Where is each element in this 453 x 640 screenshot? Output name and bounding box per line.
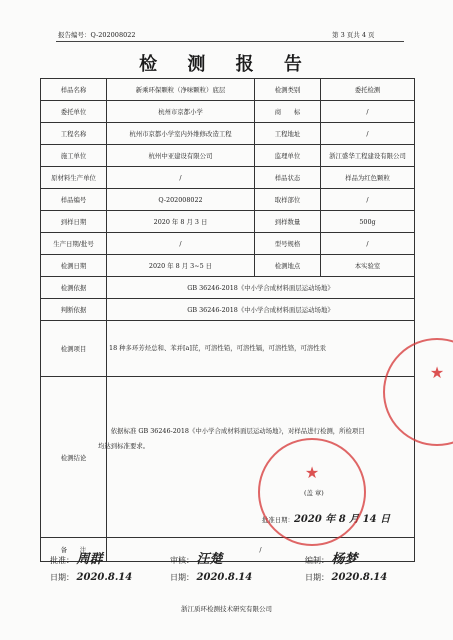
field-label: 原材料生产单位 [41, 167, 107, 189]
field-value: 杭州市京都小学室内外维修改造工程 [107, 123, 255, 145]
table-row [41, 189, 415, 211]
field-label: 检测结论 [41, 377, 107, 538]
field-value: / [107, 538, 415, 562]
date-label: 日期： [50, 573, 74, 582]
field-value: 18 种多环芳烃总和、苯并[a]芘，可溶性铅，可溶性镉，可溶性铬，可溶性汞 [107, 321, 415, 377]
seal-label: (盖 章) [304, 489, 324, 497]
field-label: 检测项目 [41, 321, 107, 377]
field-label: 委托单位 [41, 101, 107, 123]
field-value: 杭州中亚建设有限公司 [107, 145, 255, 167]
approval-date-label: 批准日期： [262, 516, 294, 524]
signature-label: 审核： [170, 556, 194, 565]
date-value: 2020.8.14 [331, 572, 388, 583]
reviewer-date [170, 572, 252, 583]
approver-signature [50, 548, 103, 567]
signature-name: 周群 [76, 552, 103, 567]
field-label: 型号规格 [255, 233, 321, 255]
field-label: 样品编号 [41, 189, 107, 211]
signature-name: 杨梦 [331, 552, 358, 567]
field-value: / [107, 233, 255, 255]
table-row [41, 167, 415, 189]
table-row [41, 79, 415, 101]
field-value: / [321, 189, 415, 211]
field-value: 500g [321, 211, 415, 233]
star-icon: ★ [429, 362, 445, 382]
field-label: 检测地点 [255, 255, 321, 277]
table-row [41, 299, 415, 321]
table-row [41, 277, 415, 299]
field-value: 杭州市京都小学 [107, 101, 255, 123]
report-number: 报告编号：Q-202008022 [58, 31, 136, 39]
field-value: 本实验室 [321, 255, 415, 277]
field-label: 检测类别 [255, 79, 321, 101]
author-date [305, 572, 387, 583]
page-title: 检 测 报 告 [139, 54, 314, 75]
field-label: 样品名称 [41, 79, 107, 101]
field-label: 商 标 [255, 101, 321, 123]
page-indicator: 第 3 页共 4 页 [332, 31, 375, 39]
table-row [41, 233, 415, 255]
header-divider [56, 41, 404, 42]
table-row [41, 211, 415, 233]
field-label: 检测依据 [41, 277, 107, 299]
star-icon: ★ [304, 462, 320, 482]
field-label: 取样部位 [255, 189, 321, 211]
official-seal [258, 438, 366, 546]
table-row [41, 101, 415, 123]
date-label: 日期： [305, 573, 329, 582]
company-footer: 浙江质环检测技术研究有限公司 [181, 605, 272, 613]
field-value: 浙江盛华工程建设有限公司 [321, 145, 415, 167]
field-value: GB 36246-2018《中小学合成材料面层运动场地》 [107, 277, 415, 299]
field-label: 判断依据 [41, 299, 107, 321]
table-row [41, 321, 415, 377]
date-value: 2020.8.14 [196, 572, 253, 583]
approval-date-value: 2020 年 8 月 14 日 [293, 514, 391, 525]
author-signature [305, 548, 358, 567]
table-row [41, 145, 415, 167]
reviewer-signature [170, 548, 223, 567]
date-label: 日期： [170, 573, 194, 582]
signature-label: 批准： [50, 556, 74, 565]
field-label: 检测日期 [41, 255, 107, 277]
field-label: 施工单位 [41, 145, 107, 167]
signature-label: 编制： [305, 556, 329, 565]
field-label: 工程名称 [41, 123, 107, 145]
table-row [41, 123, 415, 145]
field-label: 到样数量 [255, 211, 321, 233]
conclusion-text: 依据标准 GB 36246-2018《中小学合成材料面层运动场地》，对样品进行检测，所检项目均达到标准要求。 [98, 427, 365, 450]
field-value: / [321, 233, 415, 255]
field-value: Q-202008022 [107, 189, 255, 211]
date-value: 2020.8.14 [76, 572, 133, 583]
signature-name: 汪楚 [196, 552, 223, 567]
field-value: 2020 年 8 月 3~5 日 [107, 255, 255, 277]
field-label: 生产日期/批号 [41, 233, 107, 255]
field-value: 样品为红色颗粒 [321, 167, 415, 189]
approver-date [50, 572, 132, 583]
field-value: 新乘环保颗粒（净味颗粒）底层 [107, 79, 255, 101]
field-label: 样品状态 [255, 167, 321, 189]
field-label: 备 注 [41, 538, 107, 562]
field-value: / [321, 101, 415, 123]
field-value: 委托检测 [321, 79, 415, 101]
field-value: / [321, 123, 415, 145]
field-value: 2020 年 8 月 3 日 [107, 211, 255, 233]
field-value: GB 36246-2018《中小学合成材料面层运动场地》 [107, 299, 415, 321]
field-label: 监理单位 [255, 145, 321, 167]
field-label: 到样日期 [41, 211, 107, 233]
table-row [41, 255, 415, 277]
field-label: 工程地址 [255, 123, 321, 145]
field-value: / [107, 167, 255, 189]
